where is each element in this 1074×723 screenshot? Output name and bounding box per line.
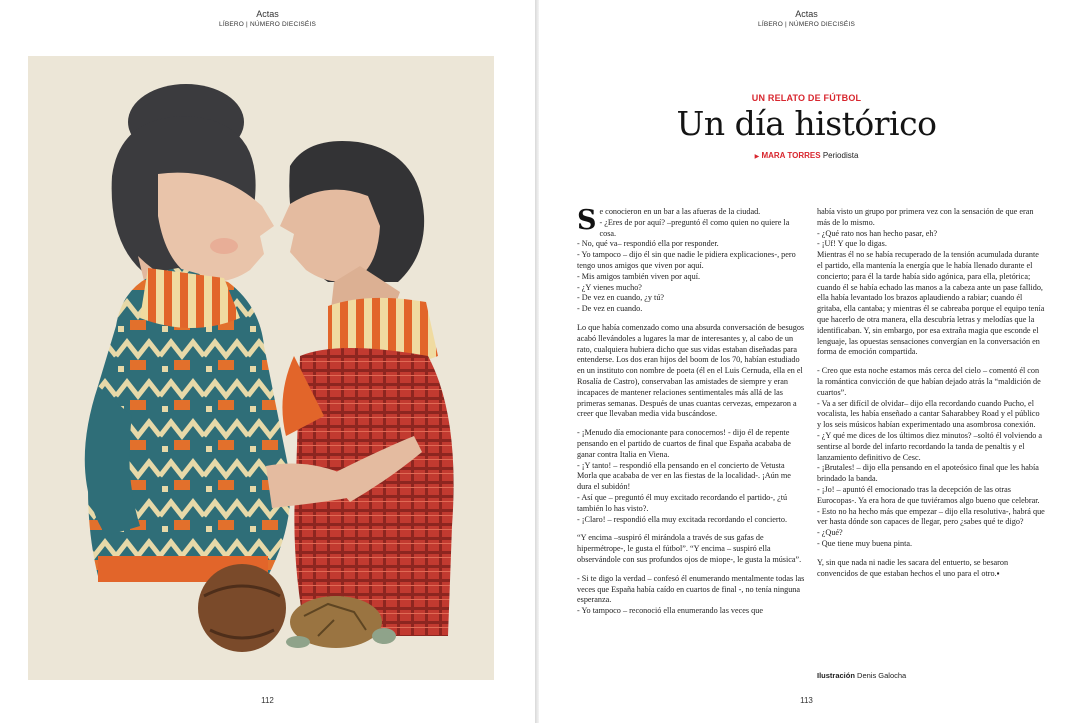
paragraph: - ¡Claro! – respondió ella muy excitada recordando el concierto.	[577, 514, 788, 524]
paragraph: “Y encima –suspiró él mirándola a través de sus gafas de hipermétrope-, le gusta el fútbol”. “Y encima – suspiró ella observándole con sus profundos ojos de miope-, le gusta la música”.	[577, 533, 802, 564]
byline	[539, 151, 1074, 160]
paragraph-gap	[817, 550, 1045, 558]
paragraph: - ¿Qué rato nos han hecho pasar, eh?	[817, 228, 938, 238]
paragraph: - ¿Y qué me dices de los últimos diez minutos? –soltó él volviendo a sentirse al borde del infarto recordando la tanda de penaltis y el lanzamiento definitivo de Cesc.	[817, 430, 1043, 462]
paragraph-gap	[817, 358, 1045, 366]
paragraph: - Así que – preguntó él muy excitado recordando el partido-, ¿tú también lo has visto?.	[577, 492, 788, 513]
paragraph-gap	[577, 315, 805, 323]
header-subtitle: LÍBERO | NÚMERO DIECISÉIS	[219, 21, 316, 28]
running-header	[0, 9, 535, 29]
paragraph: Mientras él no se había recuperado de la tensión acumulada durante el partido, ella mantenía la energía que le había llenado durante el concierto; para él la tarde había sido agónica, para ella, pletórica; cuando él se había echado las manos a la cabeza ante un pase fallido, ella había levantado los brazos aplaudiendo a rabiar; cuando él gritaba, ella cantaba; y mientras él se cabreaba porque el equipo tenía que hacerlo de otra manera, ella descubría letras y melodías que la identificaban. Y, sin embargo, por esa extraña magia que esconde el lenguaje, las opuestas sensaciones convergían en la conversación en forma de emoción compartida.	[817, 250, 1045, 357]
paragraph-gap	[577, 420, 805, 428]
paragraph-gap	[577, 566, 805, 574]
paragraph: e conocieron en un bar a las afueras de la ciudad.	[599, 207, 761, 216]
paragraph: - Mis amigos también viven por aquí.	[577, 271, 701, 281]
column-body	[577, 218, 805, 617]
triangle-icon: ▶	[754, 154, 760, 160]
paragraph: - Yo tampoco – reconoció ella enumerando las veces que	[577, 606, 763, 616]
paragraph: - Va a ser difícil de olvidar– dijo ella recordando cuando Pucho, el vocalista, les había enseñado a cantar Saharabbey Road y el público y los seis músicos habían experimentado una asombrosa conexión.	[817, 398, 1040, 430]
author-role: Periodista	[822, 151, 859, 160]
illustration-credit	[817, 671, 906, 680]
paragraph: - De vez en cuando.	[577, 304, 643, 314]
header-title: Actas	[256, 9, 279, 19]
paragraph: Lo que había comenzado como una absurda conversación de besugos acabó llevándoles a lugares la mar de interesantes y, al cabo de un rato, cualquiera hubiera dicho que sus vidas estaban diseñadas para entenderse. Los dos eran hijos del boom de los 70, habían estudiado en un instituto con nombre de poeta (él en el Luis Cernuda, ella en el Rosalía de Castro), conservaban las amistades de siempre y eran incapaces de mantener relaciones sentimentales más allá de las primeras semanas. Después de unas cuantas cervezas, empezaron a creer que llevaban media vida buscándose.	[577, 322, 805, 419]
paragraph: - No, qué va– respondió ella por responder.	[577, 239, 719, 249]
section-kicker: UN RELATO DE FÚTBOL	[751, 93, 862, 103]
paragraph-gap	[577, 525, 805, 533]
illustration	[28, 56, 494, 680]
running-header	[539, 9, 1074, 29]
article-title: Un día histórico	[676, 104, 937, 143]
paragraph: - ¿Y vienes mucho?	[577, 282, 642, 292]
text-column-2	[817, 207, 1045, 579]
paragraph: - ¡Y tanto! – respondió ella pensando en el concierto de Vetusta Morla que acababa de ver en las fiestas de la localidad-. ¡Aún me dura el subidón!	[577, 460, 791, 492]
paragraph: - ¿Qué?	[817, 528, 843, 538]
paragraph: - Si te digo la verdad – confesó él enumerando mentalmente todas las veces que España había caído en cuartos de final -, no tenía ninguna esperanza.	[577, 573, 805, 605]
paragraph: - ¡Uf! Y que lo digas.	[817, 239, 887, 249]
drop-cap: S	[577, 205, 597, 236]
paragraph: - Que tiene muy buena pinta.	[817, 538, 913, 548]
credit-label: Ilustración	[817, 671, 855, 680]
page-number: 113	[800, 696, 813, 705]
header-title: Actas	[795, 9, 818, 19]
paragraph: - ¡Menudo día emocionante para conocernos! - dijo él de repente pensando en el partido de cuartos de final que España acababa de ganar contra Italia en Viena.	[577, 428, 791, 459]
author-name: MARA TORRES	[761, 151, 821, 160]
right-page	[539, 0, 1074, 723]
paragraph: - ¡Jo! – apuntó él emocionado tras la decepción de las otras Eurocopas-. Ya era hora de que tuviéramos algo bueno que celebrar.	[817, 484, 1040, 505]
paragraph: - Esto no ha hecho más que empezar – dijo ella resolutiva-, habrá que ver hasta dónde son capaces de llegar, pero ¿sabes qué te digo?	[817, 506, 1045, 527]
page-number: 112	[261, 696, 274, 705]
paragraph: Y, sin que nada ni nadie les sacara del entuerto, se besaron convencidos de que estaban hechos el uno para el otro.▪	[817, 557, 1009, 578]
column-body	[817, 207, 1045, 579]
paragraph: - ¡Brutales! – dijo ella pensando en el apoteósico final que les había brindado la banda.	[817, 463, 1039, 484]
header-subtitle: LÍBERO | NÚMERO DIECISÉIS	[758, 21, 855, 28]
text-column-1	[577, 207, 805, 617]
illustration-artwork	[28, 56, 494, 680]
left-page	[0, 0, 535, 723]
paragraph: - ¿Eres de por aquí? –preguntó él como quien no quiere la cosa.	[599, 217, 790, 238]
paragraph: había visto un grupo por primera vez con la sensación de que eran más de lo mismo.	[817, 207, 1034, 227]
paragraph: - Creo que esta noche estamos más cerca del cielo – comentó él con la romántica convicción de que habían dejado atrás la “maldición de cuartos”.	[817, 366, 1041, 397]
paragraph: - Yo tampoco – dijo él sin que nadie le pidiera explicaciones-, pero tengo unos amigos que viven por aquí.	[577, 250, 796, 270]
paragraph: - De vez en cuando, ¿y tú?	[577, 293, 665, 303]
credit-name: Denis Galocha	[857, 671, 907, 680]
